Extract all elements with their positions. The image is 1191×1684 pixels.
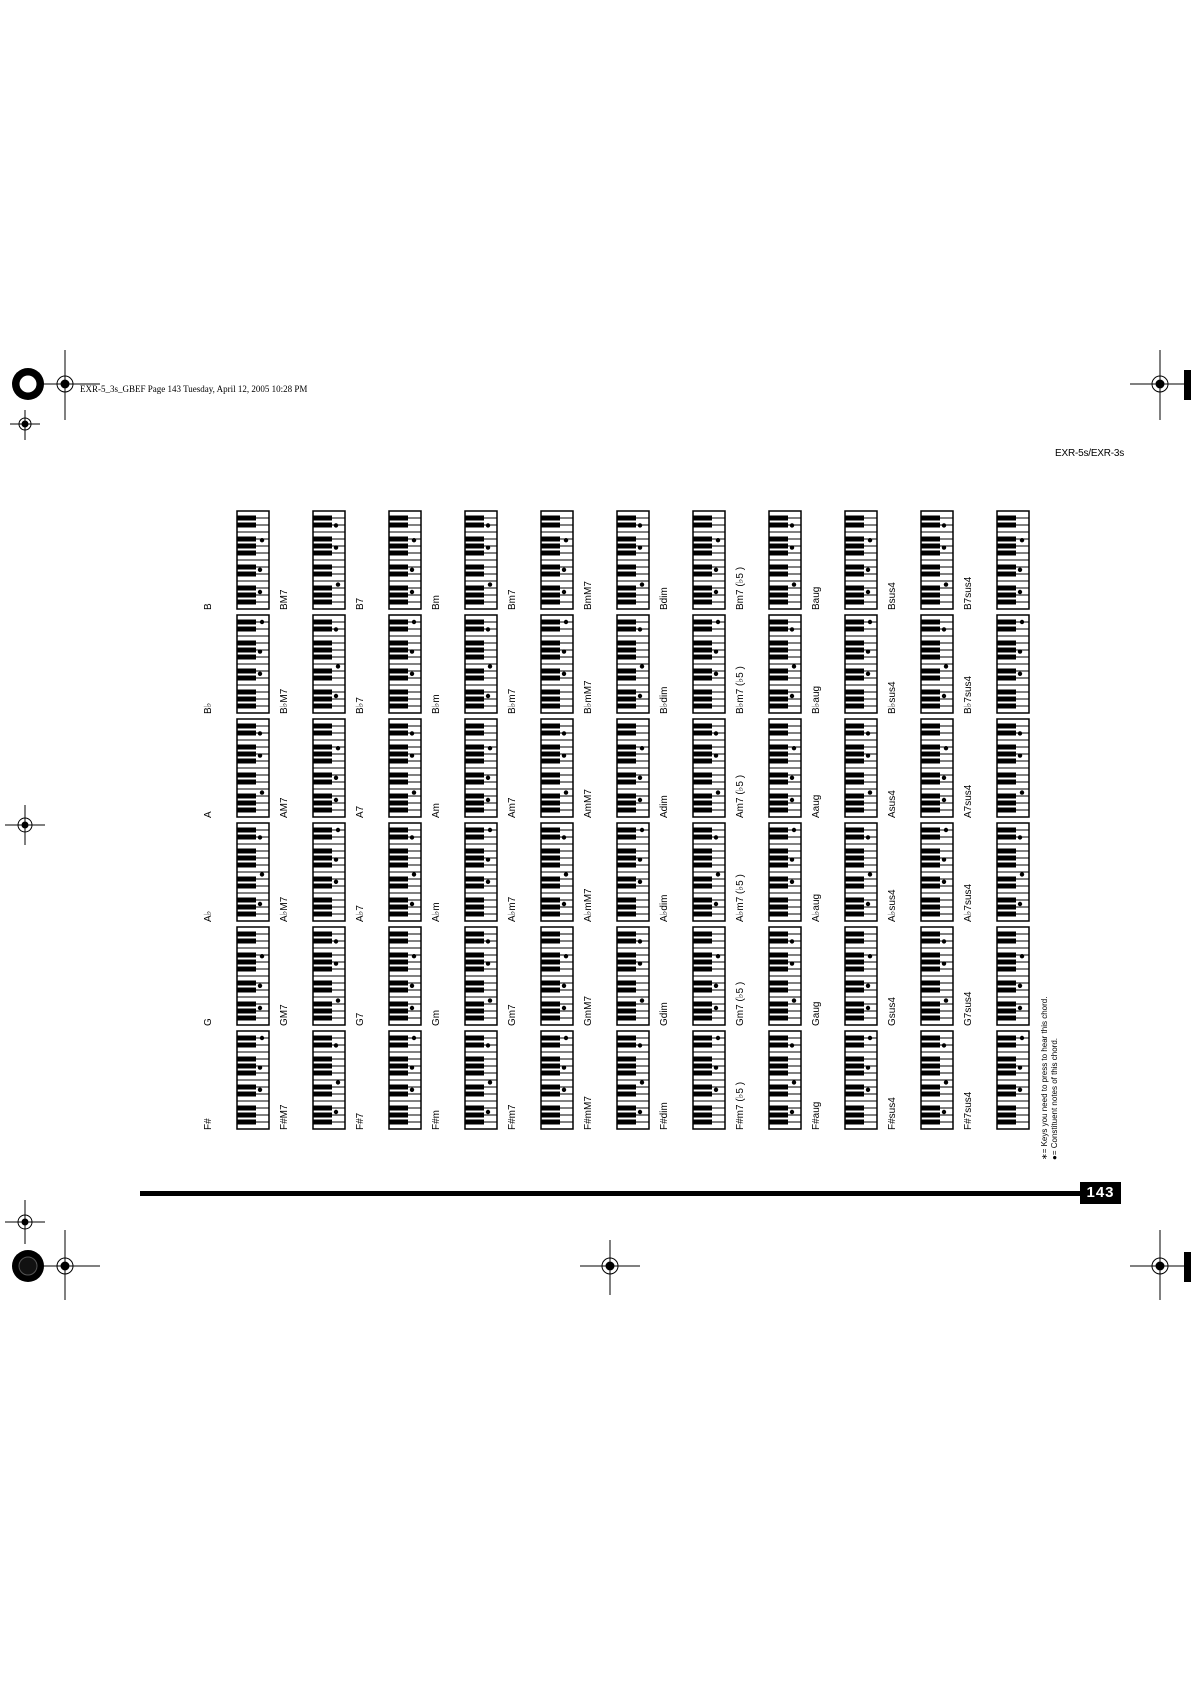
chord-cell (203, 614, 258, 714)
keyboard-diagram (464, 926, 498, 1026)
chord-cell (583, 926, 638, 1026)
chord-cell (811, 718, 866, 818)
chord-name: B♭sus4 (887, 681, 898, 714)
keyboard-diagram (920, 614, 954, 714)
keyboard-diagram (464, 718, 498, 818)
chord-name: Bdim (659, 587, 670, 610)
chord-name: B♭aug (811, 685, 822, 714)
chord-name: Gdim (659, 1002, 670, 1026)
keyboard-diagram (312, 510, 346, 610)
chord-name: AmM7 (583, 789, 594, 818)
keyboard-diagram (540, 1030, 574, 1130)
chord-cell (279, 1030, 334, 1130)
chord-name: Bm7 (♭5 ) (735, 566, 746, 610)
chord-cell (431, 614, 486, 714)
keyboard-diagram (236, 718, 270, 818)
keyboard-diagram (692, 822, 726, 922)
chord-cell (355, 614, 410, 714)
keyboard-diagram (844, 718, 878, 818)
chord-cell (963, 614, 1018, 714)
chord-name: Gsus4 (887, 997, 898, 1026)
keyboard-diagram (692, 614, 726, 714)
chord-name: B♭dim (659, 686, 670, 714)
keyboard-diagram (768, 614, 802, 714)
chord-cell (735, 1030, 790, 1130)
chord-name: G (203, 1018, 214, 1026)
chord-name: GM7 (279, 1004, 290, 1026)
keyboard-diagram (692, 718, 726, 818)
keyboard-diagram (540, 510, 574, 610)
chord-cell (887, 718, 942, 818)
chord-name: BmM7 (583, 581, 594, 610)
chord-name: Baug (811, 586, 822, 610)
chord-name: A7sus4 (963, 784, 974, 818)
keyboard-diagram (768, 822, 802, 922)
chord-cell (203, 718, 258, 818)
chord-cell (659, 822, 714, 922)
chord-cell (963, 510, 1018, 610)
chord-name: F#7sus4 (963, 1091, 974, 1130)
chord-cell (735, 510, 790, 610)
chord-cell (355, 1030, 410, 1130)
keyboard-diagram (540, 718, 574, 818)
print-slug: EXR-5_3s_GBEF Page 143 Tuesday, April 12, 2005 10:28 PM (80, 384, 308, 394)
keyboard-diagram (616, 822, 650, 922)
keyboard-diagram (844, 510, 878, 610)
keyboard-diagram (236, 822, 270, 922)
chord-name: Am7 (507, 797, 518, 818)
chord-name: A♭7 (355, 905, 366, 922)
chord-name: A (203, 811, 214, 818)
keyboard-diagram (616, 614, 650, 714)
keyboard-diagram (388, 822, 422, 922)
chord-cell (203, 510, 258, 610)
chord-name: Gm7 (♭5 ) (735, 981, 746, 1026)
chord-name: F#M7 (279, 1104, 290, 1130)
chord-name: Aaug (811, 794, 822, 818)
chord-name: Am7 (♭5 ) (735, 774, 746, 818)
chord-cell (735, 614, 790, 714)
legend (1040, 996, 1080, 1160)
keyboard-diagram (996, 926, 1030, 1026)
chord-name: Bm7 (507, 589, 518, 610)
keyboard-diagram (844, 614, 878, 714)
keyboard-diagram (844, 822, 878, 922)
chord-cell (507, 1030, 562, 1130)
chord-cell (279, 614, 334, 714)
chord-name: F#mM7 (583, 1096, 594, 1130)
keyboard-diagram (464, 614, 498, 714)
chord-cell (431, 822, 486, 922)
chord-name: Bsus4 (887, 582, 898, 610)
chord-cell (659, 510, 714, 610)
chord-name: B♭M7 (279, 688, 290, 714)
chord-cell (507, 822, 562, 922)
keyboard-diagram (692, 510, 726, 610)
chord-cell (659, 614, 714, 714)
keyboard-diagram (844, 926, 878, 1026)
keyboard-diagram (768, 926, 802, 1026)
chord-cell (963, 926, 1018, 1026)
keyboard-diagram (996, 1030, 1030, 1130)
keyboard-diagram (768, 718, 802, 818)
keyboard-diagram (464, 510, 498, 610)
keyboard-diagram (692, 926, 726, 1026)
chord-cell (811, 926, 866, 1026)
chord-name: F#7 (355, 1112, 366, 1130)
keyboard-diagram (844, 1030, 878, 1130)
chord-name: B♭mM7 (583, 680, 594, 714)
chord-name: A♭aug (811, 893, 822, 922)
keyboard-diagram (996, 822, 1030, 922)
keyboard-diagram (920, 822, 954, 922)
chord-cell (507, 510, 562, 610)
chord-cell (355, 926, 410, 1026)
chord-name: Bm (431, 595, 442, 610)
chord-cell (431, 1030, 486, 1130)
keyboard-diagram (388, 614, 422, 714)
keyboard-diagram (464, 822, 498, 922)
chord-name: Gm (431, 1009, 442, 1026)
keyboard-diagram (236, 1030, 270, 1130)
keyboard-diagram (996, 718, 1030, 818)
chord-cell (279, 926, 334, 1026)
chord-cell (887, 614, 942, 714)
keyboard-diagram (388, 926, 422, 1026)
chord-cell (583, 614, 638, 714)
chord-cell (963, 718, 1018, 818)
legend-star-row (1040, 996, 1050, 1160)
keyboard-diagram (920, 926, 954, 1026)
keyboard-diagram (388, 718, 422, 818)
keyboard-diagram (768, 1030, 802, 1130)
chord-name: A♭m7 (507, 896, 518, 922)
chord-name: Am (431, 803, 442, 818)
chord-name: F#m (431, 1110, 442, 1130)
chord-cell (735, 926, 790, 1026)
chord-cell (583, 1030, 638, 1130)
chord-name: B (203, 603, 214, 610)
chord-name: B♭7sus4 (963, 675, 974, 714)
keyboard-diagram (616, 1030, 650, 1130)
keyboard-diagram (540, 822, 574, 922)
chord-cell (659, 1030, 714, 1130)
chord-cell (659, 926, 714, 1026)
chord-cell (279, 718, 334, 818)
chord-name: A♭dim (659, 894, 670, 922)
keyboard-diagram (996, 614, 1030, 714)
chord-name: B♭7 (355, 697, 366, 714)
keyboard-diagram (920, 1030, 954, 1130)
keyboard-diagram (312, 718, 346, 818)
chord-name: A♭mM7 (583, 888, 594, 922)
keyboard-diagram (616, 510, 650, 610)
chord-cell (583, 822, 638, 922)
legend-dot-text: ●= Constituent notes of this chord. (1050, 1037, 1059, 1160)
chord-name: Adim (659, 795, 670, 818)
chord-name: BM7 (279, 589, 290, 610)
chord-cell (735, 718, 790, 818)
keyboard-diagram (388, 1030, 422, 1130)
keyboard-diagram (616, 718, 650, 818)
chord-name: GmM7 (583, 996, 594, 1026)
chord-cell (203, 822, 258, 922)
legend-dot-row (1050, 1000, 1060, 1160)
keyboard-diagram (312, 822, 346, 922)
chord-cell (735, 822, 790, 922)
chord-cell (811, 510, 866, 610)
chord-name: F#sus4 (887, 1097, 898, 1130)
chord-cell (431, 510, 486, 610)
chord-name: A♭m (431, 902, 442, 922)
chord-name: A7 (355, 805, 366, 818)
chord-cell (507, 926, 562, 1026)
chord-cell (659, 718, 714, 818)
chord-name: F#dim (659, 1102, 670, 1130)
chord-cell (811, 822, 866, 922)
keyboard-diagram (236, 614, 270, 714)
legend-star-text: ∗= Keys you need to press to hear this chord. (1040, 996, 1049, 1160)
keyboard-diagram (236, 510, 270, 610)
keyboard-diagram (768, 510, 802, 610)
chord-cell (431, 718, 486, 818)
chord-cell (203, 926, 258, 1026)
chord-cell (811, 614, 866, 714)
chord-name: Gm7 (507, 1004, 518, 1026)
keyboard-diagram (464, 1030, 498, 1130)
chord-cell (887, 822, 942, 922)
keyboard-diagram (540, 926, 574, 1026)
footer-rule (140, 1191, 1080, 1196)
chord-cell (507, 614, 562, 714)
chord-name: A♭M7 (279, 896, 290, 922)
chord-cell (583, 718, 638, 818)
keyboard-diagram (996, 510, 1030, 610)
chord-name: F# (203, 1118, 214, 1130)
chord-name: B♭m7 (507, 688, 518, 714)
keyboard-diagram (236, 926, 270, 1026)
chord-cell (887, 926, 942, 1026)
chord-cell (583, 510, 638, 610)
chord-name: B7 (355, 597, 366, 610)
chord-cell (279, 822, 334, 922)
chord-name: B♭ (203, 702, 214, 714)
chord-name: Asus4 (887, 790, 898, 818)
keyboard-diagram (312, 926, 346, 1026)
page-number: 143 (1080, 1182, 1121, 1204)
chord-name: G7sus4 (963, 991, 974, 1026)
keyboard-diagram (312, 614, 346, 714)
chord-name: AM7 (279, 797, 290, 818)
chord-name: B7sus4 (963, 576, 974, 610)
keyboard-diagram (312, 1030, 346, 1130)
chord-name: G7 (355, 1012, 366, 1026)
keyboard-diagram (920, 718, 954, 818)
keyboard-diagram (616, 926, 650, 1026)
keyboard-diagram (388, 510, 422, 610)
chord-cell (963, 1030, 1018, 1130)
chord-name: B♭m7 (♭5 ) (735, 666, 746, 714)
running-head: EXR-5s/EXR-3s (1055, 448, 1125, 459)
keyboard-diagram (540, 614, 574, 714)
chord-cell (203, 1030, 258, 1130)
chord-name: A♭7sus4 (963, 883, 974, 922)
chord-cell (355, 822, 410, 922)
chord-name: A♭ (203, 910, 214, 922)
chord-cell (355, 718, 410, 818)
chord-cell (887, 510, 942, 610)
chord-name: F#aug (811, 1101, 822, 1130)
chord-name: F#m7 (507, 1104, 518, 1130)
chord-cell (355, 510, 410, 610)
keyboard-diagram (692, 1030, 726, 1130)
chord-cell (507, 718, 562, 818)
chord-name: F#m7 (♭5 ) (735, 1081, 746, 1130)
chord-cell (963, 822, 1018, 922)
chord-cell (811, 1030, 866, 1130)
chord-cell (431, 926, 486, 1026)
keyboard-diagram (920, 510, 954, 610)
chord-name: A♭sus4 (887, 889, 898, 922)
chord-name: Gaug (811, 1001, 822, 1026)
chord-name: A♭m7 (♭5 ) (735, 874, 746, 922)
chord-name: B♭m (431, 694, 442, 714)
chord-cell (279, 510, 334, 610)
chord-cell (887, 1030, 942, 1130)
